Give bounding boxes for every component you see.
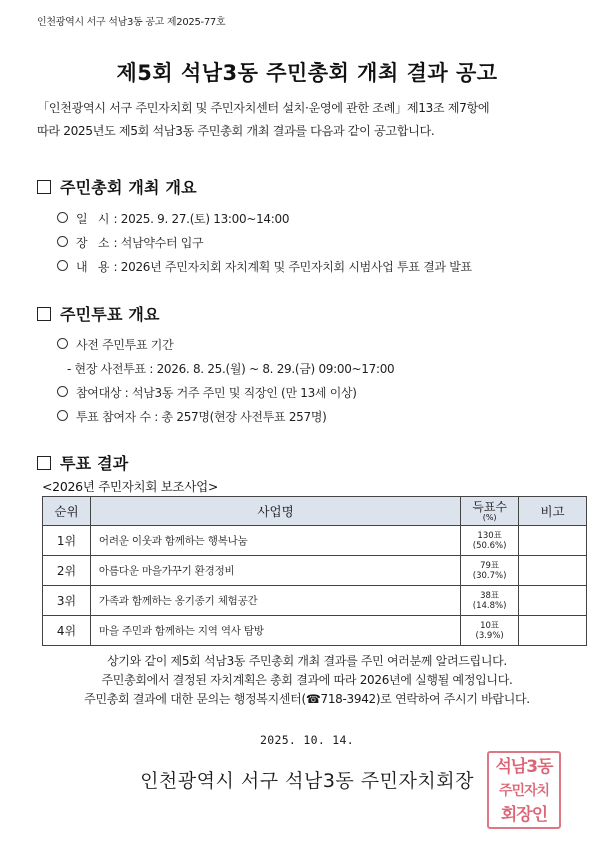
section-heading-text: 주민총회 개최 개요 xyxy=(60,178,197,197)
onsite-pre-vote-subitem: - 현장 사전투표 : 2026. 8. 25.(월) ~ 8. 29.(금) 09:00~17:00 xyxy=(67,362,395,376)
section-heading-text: 주민투표 개요 xyxy=(60,305,160,324)
item-label: 내 용 xyxy=(76,260,110,274)
closing-line-3: 주민총회 결과에 대한 문의는 행정복지센터(☎718-3942)로 연락하여 주시기 바랍니다. xyxy=(84,692,530,706)
pre-vote-period-item xyxy=(57,336,173,353)
votes-cell xyxy=(461,526,519,556)
item-label: 일 시 xyxy=(76,212,110,226)
signature-line: 인천광역시 서구 석남3동 주민자치회장 xyxy=(140,770,474,792)
column-header-note: 비고 xyxy=(519,497,587,526)
stamp-line-3: 회장인 xyxy=(500,805,548,825)
vote-count: 10표 xyxy=(480,620,500,631)
circle-bullet-icon xyxy=(57,236,68,247)
table-row xyxy=(43,586,587,616)
issue-date: 2025. 10. 14. xyxy=(260,733,354,747)
item-text: 투표 참여자 수 : 총 257명(현장 사전투표 257명) xyxy=(76,410,327,424)
rank-cell: 1위 xyxy=(43,526,91,556)
column-header-votes xyxy=(461,497,519,526)
project-cell: 아름다운 마을가꾸기 환경정비 xyxy=(90,556,460,586)
table-row xyxy=(43,616,587,646)
item-value: : 2026년 주민자치회 자치계획 및 주민자치회 시범사업 투표 결과 발표 xyxy=(113,260,472,274)
meeting-date-item xyxy=(57,210,289,227)
column-header-rank: 순위 xyxy=(43,497,91,526)
circle-bullet-icon xyxy=(57,260,68,271)
closing-line-1: 상기와 같이 제5회 석남3동 주민총회 개최 결과를 주민 여러분께 알려드립니다. xyxy=(107,654,507,668)
vote-percent: (14.8%) xyxy=(472,600,507,611)
table-row xyxy=(43,526,587,556)
vote-count: 130표 xyxy=(477,530,502,541)
votes-header-label: 득표수 xyxy=(472,499,508,514)
item-text: 참여대상 : 석남3동 거주 주민 및 직장인 (만 13세 이상) xyxy=(76,386,357,400)
section-heading-vote-overview xyxy=(37,302,160,325)
notice-number: 인천광역시 서구 석남3동 공고 제2025-77호 xyxy=(37,17,226,28)
vote-percent: (3.9%) xyxy=(475,630,504,641)
stamp-line-1: 석남3동 xyxy=(495,757,553,777)
square-bullet-icon xyxy=(37,456,51,470)
meeting-content-item xyxy=(57,258,472,275)
official-seal-stamp xyxy=(487,751,561,829)
vote-count: 38표 xyxy=(480,590,500,601)
vote-percent: (50.6%) xyxy=(472,540,507,551)
table-header-row xyxy=(43,497,587,526)
rank-cell: 3위 xyxy=(43,586,91,616)
meeting-place-item xyxy=(57,234,203,251)
section-heading-meeting-overview xyxy=(37,175,197,198)
item-value: : 석남약수터 입구 xyxy=(113,236,204,250)
votes-cell xyxy=(461,616,519,646)
stamp-line-2: 주민자치 xyxy=(498,783,550,799)
rank-cell: 4위 xyxy=(43,616,91,646)
intro-line-1: 「인천광역시 서구 주민자치회 및 주민자치센터 설치·운영에 관한 조례」제13조 제7항에 xyxy=(37,101,490,115)
votes-cell xyxy=(461,586,519,616)
project-cell: 가족과 함께하는 옹기종기 체험공간 xyxy=(90,586,460,616)
column-header-project: 사업명 xyxy=(90,497,460,526)
project-cell: 마을 주민과 함께하는 지역 역사 탐방 xyxy=(90,616,460,646)
votes-cell xyxy=(461,556,519,586)
note-cell xyxy=(519,556,587,586)
square-bullet-icon xyxy=(37,307,51,321)
document-title: 제5회 석남3동 주민총회 개최 결과 공고 xyxy=(116,61,498,85)
table-caption: <2026년 주민자치회 보조사업> xyxy=(42,479,219,494)
item-value: : 2025. 9. 27.(토) 13:00~14:00 xyxy=(113,212,290,226)
section-heading-text: 투표 결과 xyxy=(60,454,129,473)
votes-header-unit: (%) xyxy=(482,512,497,522)
rank-cell: 2위 xyxy=(43,556,91,586)
vote-percent: (30.7%) xyxy=(472,570,507,581)
section-heading-vote-results xyxy=(37,451,128,474)
vote-results-table xyxy=(42,496,587,646)
item-label: 장 소 xyxy=(76,236,110,250)
note-cell xyxy=(519,586,587,616)
circle-bullet-icon xyxy=(57,410,68,421)
vote-count: 79표 xyxy=(480,560,500,571)
note-cell xyxy=(519,616,587,646)
circle-bullet-icon xyxy=(57,338,68,349)
intro-line-2: 따라 2025년도 제5회 석남3동 주민총회 개최 결과를 다음과 같이 공고합니다. xyxy=(37,124,435,138)
square-bullet-icon xyxy=(37,180,51,194)
project-cell: 어려운 이웃과 함께하는 행복나눔 xyxy=(90,526,460,556)
circle-bullet-icon xyxy=(57,212,68,223)
item-text: 사전 주민투표 기간 xyxy=(76,338,174,352)
circle-bullet-icon xyxy=(57,386,68,397)
participant-count-item xyxy=(57,408,327,425)
intro-paragraph xyxy=(37,97,592,143)
table-row xyxy=(43,556,587,586)
note-cell xyxy=(519,526,587,556)
eligibility-item xyxy=(57,384,357,401)
closing-line-2: 주민총회에서 결정된 자치계획은 총회 결과에 따라 2026년에 실행될 예정입니다. xyxy=(101,673,513,687)
